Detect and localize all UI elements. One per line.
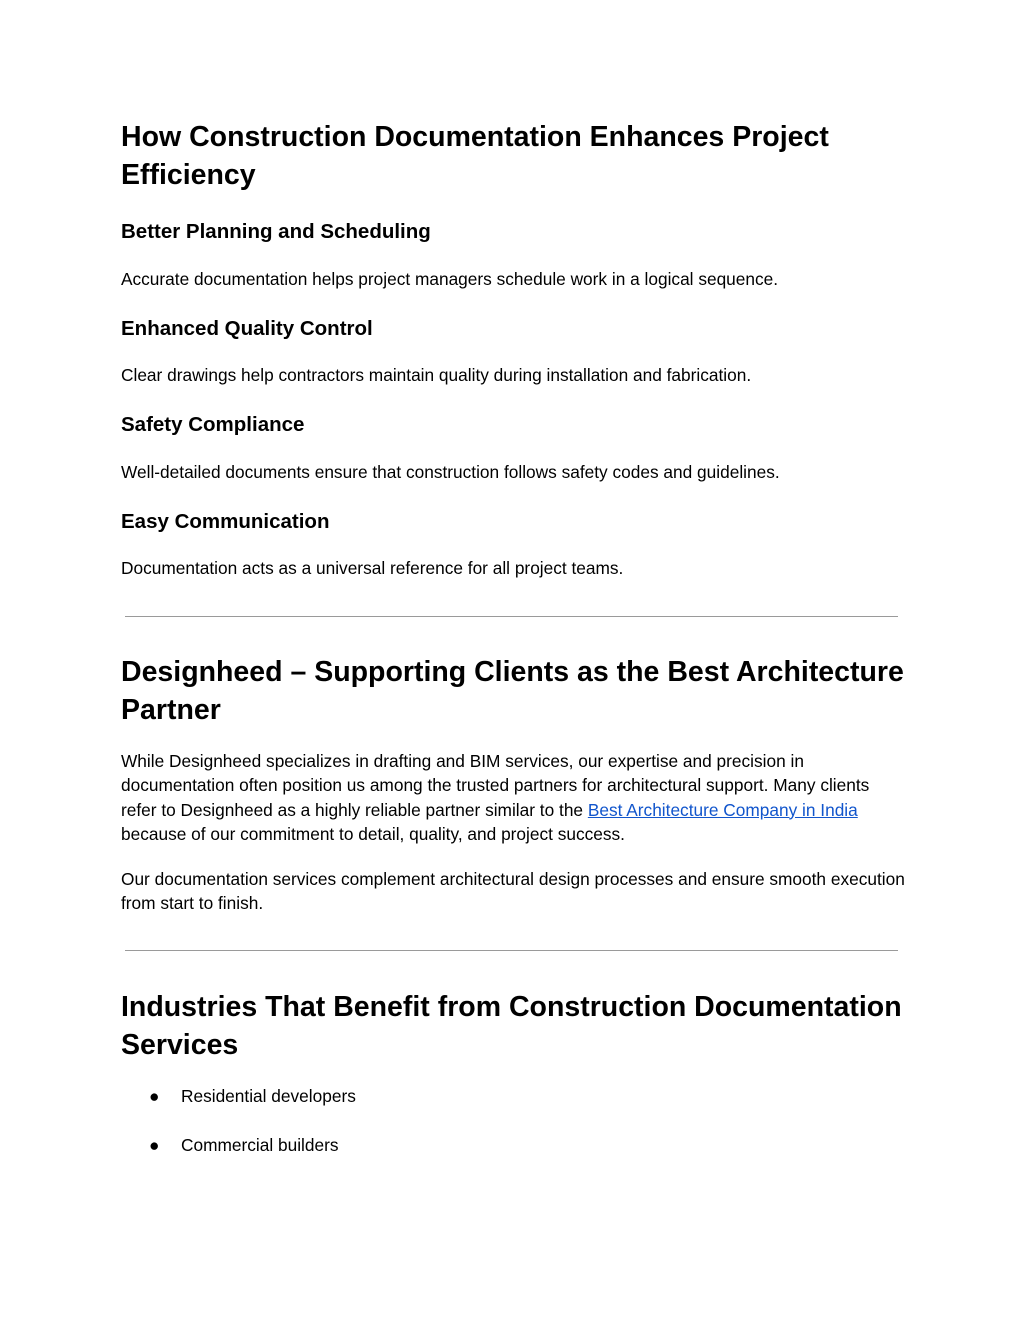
heading-planning: Better Planning and Scheduling (121, 220, 431, 243)
paragraph-documentation-services: Our documentation services complement architectural design processes and ensure smooth execution from start to finish. (121, 869, 905, 914)
paragraph-communication: Documentation acts as a universal reference for all project teams. (121, 558, 624, 578)
section-title-designheed: Designheed – Supporting Clients as the Best Architecture Partner (121, 656, 904, 726)
list-item-text: Residential developers (181, 1086, 356, 1106)
list-item (121, 1133, 906, 1182)
bullet-icon: ● (149, 1135, 160, 1155)
list-item-text: Commercial builders (181, 1135, 339, 1155)
heading-safety: Safety Compliance (121, 413, 305, 436)
paragraph-text: because of our commitment to detail, quality, and project success. (121, 823, 625, 844)
heading-quality: Enhanced Quality Control (121, 317, 373, 340)
section-title-industries: Industries That Benefit from Construction Documentation Services (121, 991, 902, 1061)
list-item (121, 1084, 906, 1133)
paragraph-safety: Well-detailed documents ensure that construction follows safety codes and guidelines. (121, 462, 780, 482)
paragraph-designheed (121, 749, 906, 846)
horizontal-rule (125, 950, 898, 951)
horizontal-rule (125, 616, 898, 617)
section-title-efficiency: How Construction Documentation Enhances Project Efficiency (121, 121, 829, 191)
industries-list (121, 1084, 906, 1182)
best-architecture-company-link[interactable]: Best Architecture Company in India (587, 799, 858, 820)
paragraph-quality: Clear drawings help contractors maintain quality during installation and fabrication. (121, 365, 752, 385)
paragraph-planning: Accurate documentation helps project managers schedule work in a logical sequence. (121, 269, 779, 289)
bullet-icon: ● (149, 1086, 160, 1106)
paragraph-text: While Designheed specializes in drafting and BIM services, our expertise and precision in documentation often position us among the trusted partners for architectural support. Many clients refer to Designheed as a highly reliable partner similar to the (121, 751, 870, 820)
heading-communication: Easy Communication (121, 510, 330, 533)
